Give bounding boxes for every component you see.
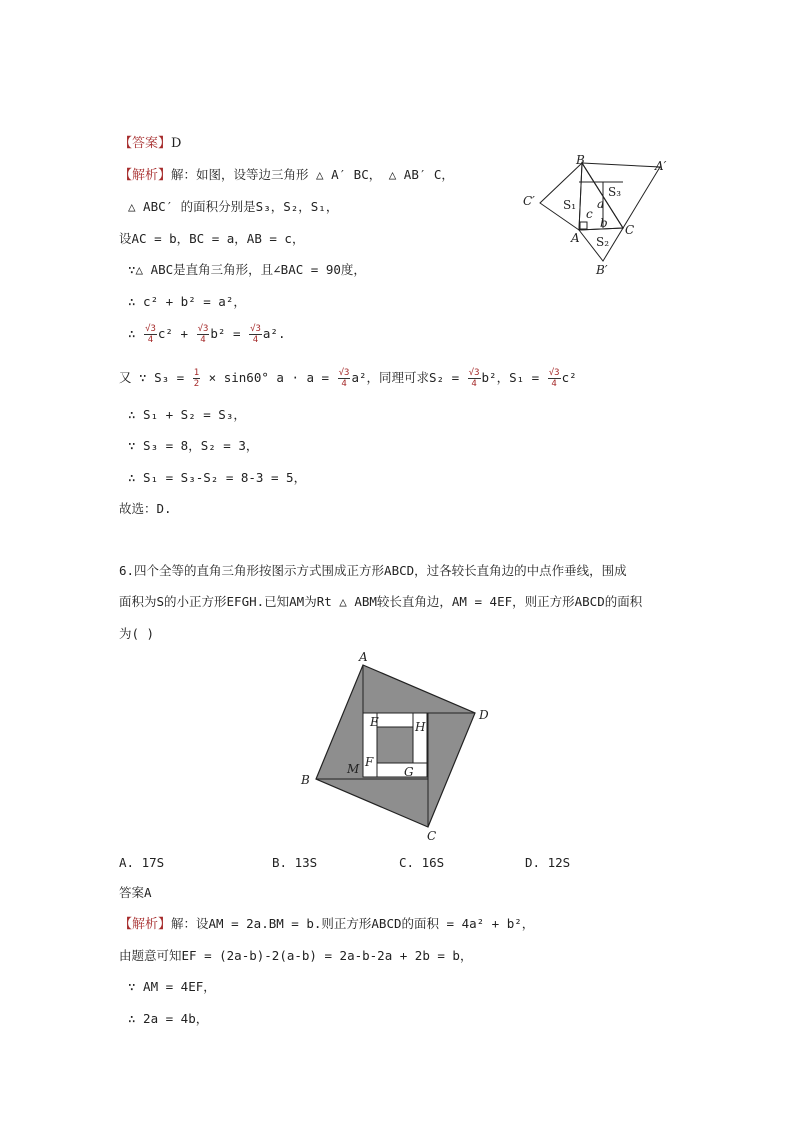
analysis-line-9: ∵ S₃ = 8，S₂ = 3， xyxy=(128,438,259,453)
label-c: c xyxy=(586,207,593,221)
analysis-line-2: △ ABC′ 的面积分别是S₃，S₂，S₁， xyxy=(128,199,339,214)
option-key: C. xyxy=(399,855,415,870)
frac-den: 4 xyxy=(147,335,154,345)
option-D xyxy=(525,854,570,872)
frac-num: √3 xyxy=(548,368,560,378)
question-6-line-1: 6.四个全等的直角三角形按图示方式围成正方形ABCD，过各较长直角边的中点作垂线，围成 xyxy=(119,563,627,578)
text: 又 ∵ S₃ = xyxy=(119,370,185,385)
square-figure xyxy=(295,645,500,845)
frac-num: √3 xyxy=(145,324,156,334)
option-text: 17S xyxy=(141,855,165,870)
label-A: A xyxy=(571,231,580,245)
label-B-prime: B′ xyxy=(596,263,608,277)
label-H: H xyxy=(415,720,426,734)
option-key: B. xyxy=(272,855,288,870)
fraction xyxy=(548,368,561,389)
term: c² xyxy=(561,370,577,385)
term: a² xyxy=(351,370,367,385)
analysis6-line-4: ∴ 2a = 4b， xyxy=(128,1011,209,1026)
fraction xyxy=(144,324,157,345)
label-E: E xyxy=(370,715,379,729)
option-A xyxy=(119,854,164,872)
frac-den: 4 xyxy=(341,379,347,389)
option-text: 16S xyxy=(421,855,445,870)
label-S1: S₁ xyxy=(563,198,577,212)
frac-den: 4 xyxy=(252,335,259,345)
frac-den: 4 xyxy=(200,335,206,345)
frac-den: 4 xyxy=(551,379,557,389)
text: ，同理可求S₂ = xyxy=(366,370,460,385)
frac-num: √3 xyxy=(197,324,209,334)
label-D: D xyxy=(479,708,489,722)
option-key: D. xyxy=(525,855,541,870)
analysis-line-8: ∴ S₁ + S₂ = S₃， xyxy=(128,407,246,422)
frac-num: √3 xyxy=(250,324,261,334)
op: = xyxy=(233,326,241,341)
question-6-line-2: 面积为S的小正方形EFGH.已知AM为Rt △ ABM较长直角边，AM = 4EF，则正方形ABCD的面积 xyxy=(119,594,643,609)
analysis-label: 【解析】 xyxy=(119,917,172,932)
label-M: M xyxy=(347,762,360,776)
option-text: 12S xyxy=(547,855,571,870)
frac-num: 1 xyxy=(193,368,200,378)
frac-den: 4 xyxy=(471,379,477,389)
period: . xyxy=(277,326,286,341)
label-B: B xyxy=(301,773,310,787)
analysis6-line-1 xyxy=(119,915,534,934)
frac-den: 2 xyxy=(193,379,200,389)
answer-line xyxy=(119,135,181,153)
frac-num: √3 xyxy=(338,368,350,378)
analysis-line-7 xyxy=(119,368,577,389)
term: a² xyxy=(262,326,278,341)
frac-num: √3 xyxy=(468,368,480,378)
label-C: C xyxy=(427,829,437,843)
term: c² xyxy=(157,326,173,341)
analysis-line-10: ∴ S₁ = S₃-S₂ = 8-3 = 5， xyxy=(128,470,307,485)
analysis6-line-3: ∵ AM = 4EF， xyxy=(128,979,216,994)
label-b: b xyxy=(600,216,608,230)
text: ，S₁ = xyxy=(496,370,540,385)
question-6-line-3: 为( ) xyxy=(119,626,155,641)
triangle-figure xyxy=(515,150,685,280)
op: + xyxy=(180,326,189,341)
option-C xyxy=(399,854,444,872)
fraction xyxy=(197,324,210,345)
term: b² xyxy=(210,326,226,341)
answer-6: 答案A xyxy=(119,885,152,900)
fraction xyxy=(193,368,200,389)
analysis-line-5: ∴ c² + b² = a²， xyxy=(128,294,246,309)
text: × sin60° a · a = xyxy=(208,370,330,385)
fraction xyxy=(468,368,481,389)
label-G: G xyxy=(404,765,414,779)
answer-label: 【答案】 xyxy=(119,136,172,151)
label-S3: S₃ xyxy=(608,185,622,199)
label-A: A xyxy=(359,650,368,664)
answer-value: D xyxy=(171,136,182,151)
fraction xyxy=(338,368,351,389)
term: b² xyxy=(481,370,497,385)
analysis6-text-1: 解：设AM = 2a.BM = b.则正方形ABCD的面积 = 4a² + b²， xyxy=(171,916,535,931)
analysis6-line-2: 由题意可知EF = (2a-b)-2(a-b) = 2a-b-2a + 2b = b， xyxy=(119,948,473,963)
option-key: A. xyxy=(119,855,135,870)
fraction xyxy=(249,324,262,345)
option-text: 13S xyxy=(294,855,318,870)
option-B xyxy=(272,854,317,872)
analysis-text-1: 解：如图，设等边三角形 △ A′ BC， △ AB′ C， xyxy=(171,167,454,182)
analysis-line-4: ∵△ ABC是直角三角形，且∠BAC = 90度， xyxy=(128,262,366,277)
label-C: C xyxy=(625,223,635,237)
therefore-symbol: ∴ xyxy=(128,326,136,341)
analysis-line-1 xyxy=(119,166,454,185)
analysis-line-6 xyxy=(128,324,286,345)
label-C-prime: C′ xyxy=(523,194,535,208)
label-a: a xyxy=(597,197,605,211)
analysis-line-11: 故选：D. xyxy=(119,501,172,516)
analysis-label: 【解析】 xyxy=(119,168,172,183)
analysis-line-3: 设AC = b，BC = a，AB = c， xyxy=(119,231,305,246)
label-F: F xyxy=(365,755,374,769)
label-B: B xyxy=(576,153,585,167)
label-A-prime: A′ xyxy=(655,159,667,173)
label-S2: S₂ xyxy=(596,235,610,249)
